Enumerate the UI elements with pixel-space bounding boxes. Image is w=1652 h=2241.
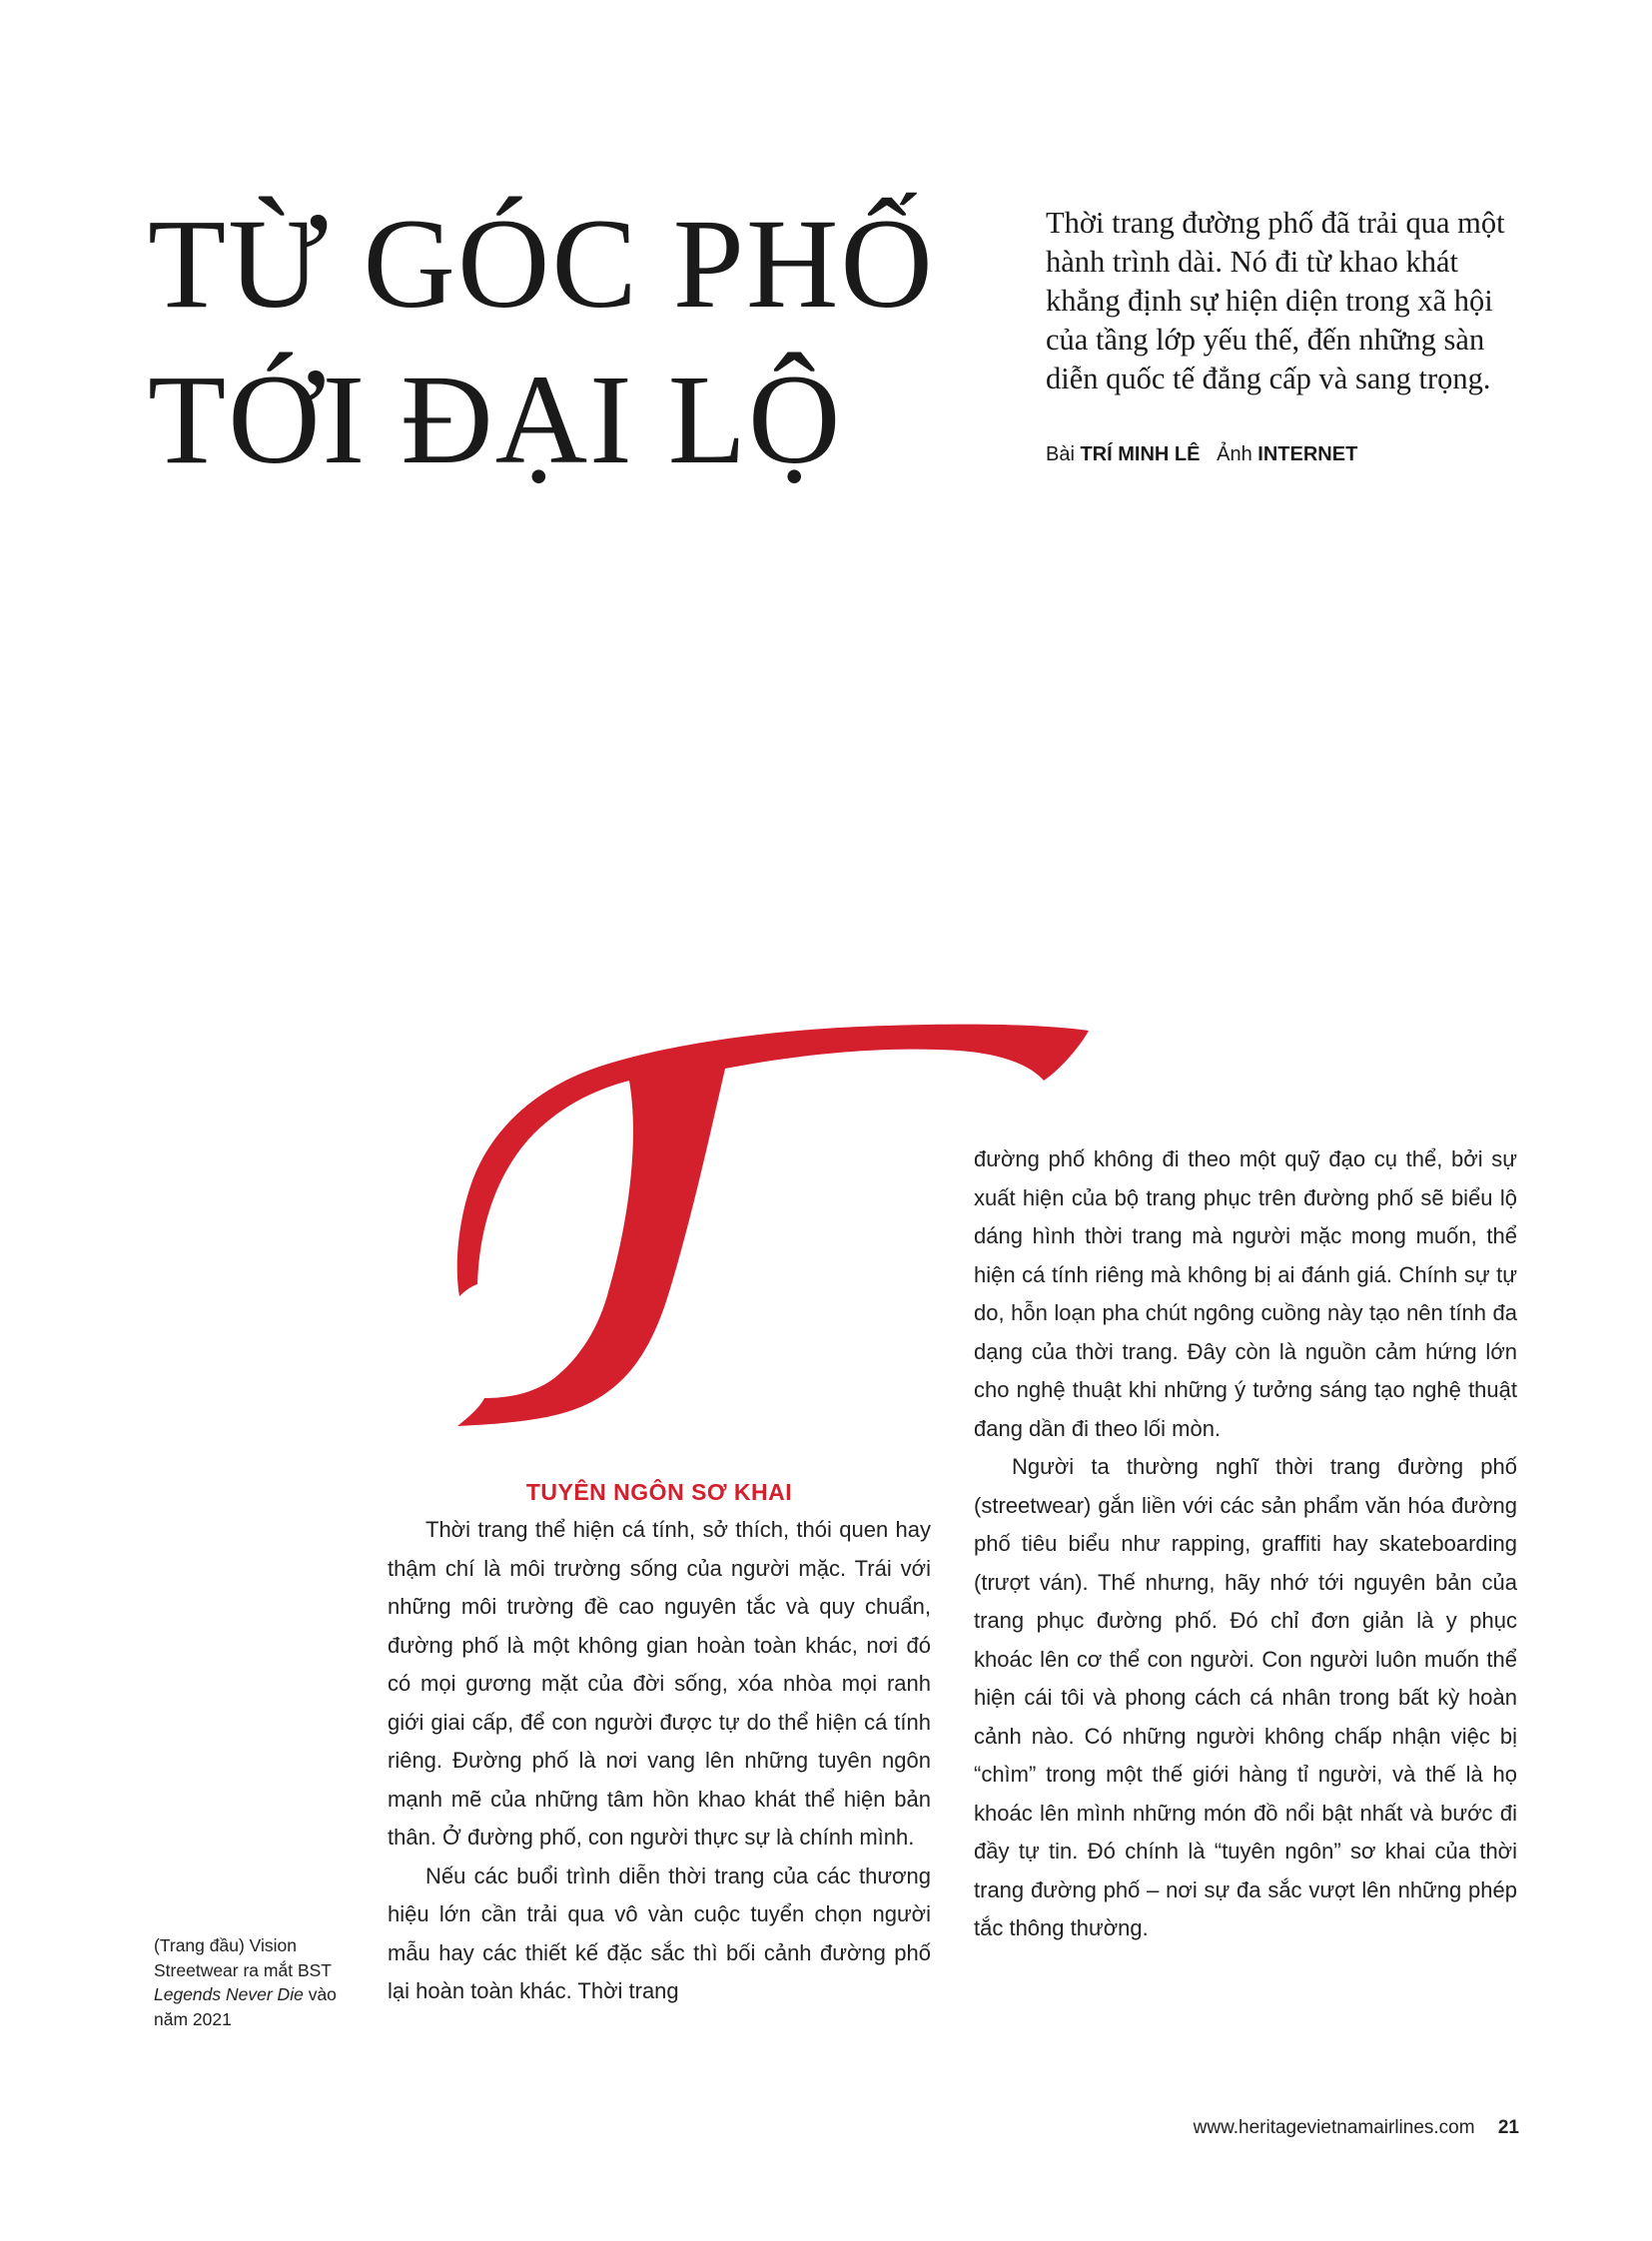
author-name: TRÍ MINH LÊ [1080, 443, 1201, 465]
caption-text-end: vào năm 2021 [154, 1984, 337, 2029]
lead-paragraph: Thời trang đường phố đã trải qua một hành trình dài. Nó đi từ khao khát khẳng định sự hiện diện trong xã hội của tầng lớp yếu thế, đến những sàn diễn quốc tế đẳng cấp và sang trọng. [1046, 206, 1505, 395]
body-paragraph: Thời trang thể hiện cá tính, sở thích, thói quen hay thậm chí là môi trường sống của người mặc. Trái với những môi trường đề cao nguyên tắc và quy chuẩn, đường phố là một không gian hoàn toàn khác, nơi đó có mọi gương mặt của đời sống, xóa nhòa mọi ranh giới giai cấp, để con người được tự do thể hiện cá tính riêng. Đường phố là nơi vang lên những tuyên ngôn mạnh mẽ của những tâm hồn khao khát thể hiện bản thân. Ở đường phố, con người thực sự là chính mình. [388, 1517, 931, 1850]
body-column-left [388, 1473, 931, 2011]
caption-text: (Trang đầu) Vision Streetwear ra mắt BST [154, 1935, 332, 1980]
body-column-right [974, 1140, 1517, 1948]
byline [1046, 443, 1357, 466]
page-number: 21 [1497, 2117, 1519, 2138]
website-url: www.heritagevietnamairlines.com [1193, 2117, 1475, 2138]
body-paragraph: Người ta thường nghĩ thời trang đường phố (streetwear) gắn liền với các sản phẩm văn hóa đường phố tiêu biểu như rapping, graffiti hay skateboarding (trượt ván). Thế nhưng, hãy nhớ tới nguyên bản của trang phục đường phố. Đó chỉ đơn giản là y phục khoác lên cơ thể con người. Con người luôn muốn thể hiện cái tôi và phong cách cá nhân trong bất kỳ hoàn cảnh nào. Có những người không chấp nhận việc bị “chìm” trong một thế giới hàng tỉ người, và thế là họ khoác lên mình những món đồ nổi bật nhất và bước đi đầy tự tin. Đó chính là “tuyên ngôn” sơ khai của thời trang đường phố – nơi sự đa sắc vượt lên những phép tắc thông thường. [974, 1454, 1517, 1940]
title-line-2: TỚI ĐẠI LỘ [148, 349, 843, 490]
body-paragraph: Nếu các buổi trình diễn thời trang của các thương hiệu lớn cần trải qua vô vàn cuộc tuyển chọn người mẫu hay các thiết kế đặc sắc thì bối cảnh đường phố lại hoàn toàn khác. Thời trang [388, 1863, 931, 2003]
photo-label: Ảnh [1217, 443, 1252, 465]
photo-caption [154, 1933, 354, 2031]
section-heading: TUYÊN NGÔN SƠ KHAI [525, 1479, 793, 1505]
page-footer [1194, 2117, 1519, 2139]
author-label: Bài [1046, 443, 1075, 465]
title-line-1: TỪ GÓC PHỐ [148, 193, 935, 335]
photo-credit: INTERNET [1257, 443, 1358, 465]
caption-collection-name: Legends Never Die [154, 1984, 304, 2004]
article-title [148, 186, 935, 497]
body-paragraph: đường phố không đi theo một quỹ đạo cụ thể, bởi sự xuất hiện của bộ trang phục trên đường phố sẽ biểu lộ dáng hình thời trang mà người mặc mong muốn, thể hiện cá tính riêng mà không bị ai đánh giá. Chính sự tự do, hỗn loạn pha chút ngông cuồng này tạo nên tính đa dạng của thời trang. Đây còn là nguồn cảm hứng lớn cho nghệ thuật khi những ý tưởng sáng tạo nghệ thuật đang dần đi theo lối mòn. [974, 1146, 1517, 1441]
